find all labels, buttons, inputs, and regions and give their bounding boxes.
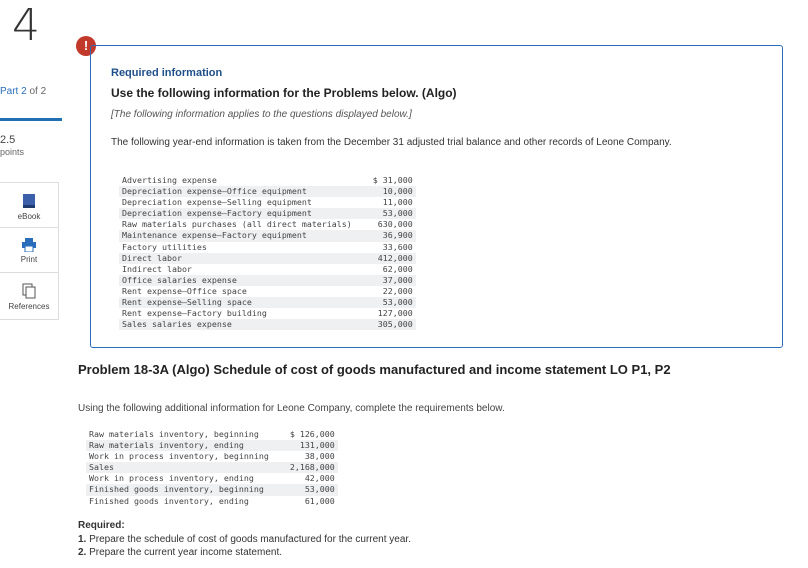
info-note: [The following information applies to the questions displayed below.]: [111, 109, 412, 120]
row-label: Work in process inventory, beginning: [89, 451, 269, 462]
row-value: 10,000: [355, 186, 416, 197]
row-value: $ 31,000: [372, 175, 413, 185]
required-info-heading: Required information: [111, 67, 223, 79]
row-value: 61,000: [304, 495, 335, 506]
requirement-1: 1. Prepare the schedule of cost of goods manufactured for the current year.: [78, 533, 411, 545]
question-number: 4: [12, 0, 40, 51]
table-row: [119, 319, 416, 330]
row-value: 53,000: [272, 484, 338, 495]
row-value: 2,168,000: [272, 462, 338, 473]
part-indicator: Part 2 of 2: [0, 86, 47, 97]
row-label: Work in process inventory, ending: [89, 473, 254, 484]
table-row: [86, 440, 338, 451]
table-row: [119, 286, 416, 297]
required-heading: Required:: [78, 520, 125, 531]
required-information-box: [90, 45, 783, 348]
row-label: Indirect labor: [122, 263, 192, 274]
row-value: 131,000: [272, 440, 338, 451]
table-row: [119, 242, 416, 253]
question-sidebar: [0, 0, 58, 568]
row-label: Advertising expense: [122, 175, 217, 185]
table-row: [119, 186, 416, 197]
table-row: [119, 175, 416, 186]
table-row: [119, 297, 416, 308]
row-value: 630,000: [377, 219, 413, 230]
row-label: Depreciation expense—Selling equipment: [122, 197, 312, 208]
row-label: Factory utilities: [122, 241, 207, 252]
row-label: Rent expense—Factory building: [122, 308, 267, 319]
table-row: [119, 219, 416, 230]
row-label: Finished goods inventory, ending: [89, 495, 249, 506]
part-progress-bar: [0, 118, 62, 121]
row-label: Office salaries expense: [119, 275, 355, 286]
table-row: [86, 429, 338, 440]
row-label: Raw materials inventory, ending: [86, 440, 272, 451]
row-label: Sales: [86, 462, 272, 473]
table-row: [119, 197, 416, 208]
row-value: 11,000: [382, 197, 413, 208]
row-value: 38,000: [304, 451, 335, 462]
row-value: 53,000: [355, 208, 416, 219]
ebook-button[interactable]: eBook: [0, 182, 59, 228]
row-value: 42,000: [304, 473, 335, 484]
row-value: 62,000: [382, 263, 413, 274]
points-display: 2.5 points: [0, 134, 25, 157]
row-value: 412,000: [355, 253, 416, 264]
table-row: [86, 451, 338, 462]
row-label: Raw materials purchases (all direct materials): [122, 219, 352, 230]
row-label: Raw materials inventory, beginning: [89, 429, 259, 439]
row-value: $ 126,000: [289, 429, 335, 439]
row-label: Rent expense—Selling space: [119, 297, 355, 308]
table-row: [86, 496, 338, 507]
ebook-icon: [22, 193, 36, 209]
row-label: Sales salaries expense: [119, 319, 355, 330]
table-row: [86, 462, 338, 473]
info-title: Use the following information for the Problems below. (Algo): [111, 86, 457, 100]
requirement-2: 2. Prepare the current year income statement.: [78, 547, 282, 558]
print-button[interactable]: Print: [0, 227, 59, 273]
info-paragraph: The following year-end information is taken from the December 31 adjusted trial balance and other records of Leone Company.: [111, 137, 672, 148]
alert-icon: !: [76, 36, 96, 56]
row-label: Maintenance expense—Factory equipment: [119, 230, 355, 241]
row-value: 305,000: [355, 319, 416, 330]
row-label: Rent expense—Office space: [122, 285, 247, 296]
print-icon: [21, 238, 37, 252]
row-value: 37,000: [355, 275, 416, 286]
additional-info-table: [86, 429, 338, 507]
table-row: [119, 253, 416, 264]
row-value: 36,900: [355, 230, 416, 241]
references-button[interactable]: References: [0, 272, 59, 320]
table-row: [119, 264, 416, 275]
table-row: [86, 484, 338, 495]
row-label: Depreciation expense—Office equipment: [119, 186, 355, 197]
problem-intro: Using the following additional information for Leone Company, complete the requirements below.: [78, 403, 505, 414]
row-value: 53,000: [355, 297, 416, 308]
row-value: 22,000: [382, 285, 413, 296]
table-row: [119, 208, 416, 219]
problem-title: Problem 18-3A (Algo) Schedule of cost of goods manufactured and income statement LO P1, P2: [78, 362, 671, 377]
row-value: 127,000: [377, 308, 413, 319]
row-label: Finished goods inventory, beginning: [86, 484, 272, 495]
table-row: [119, 230, 416, 241]
row-value: 33,600: [382, 241, 413, 252]
table-row: [86, 473, 338, 484]
row-label: Depreciation expense—Factory equipment: [119, 208, 355, 219]
table-row: [119, 308, 416, 319]
trial-balance-table: [119, 175, 416, 330]
references-icon: [22, 283, 36, 299]
requirements: [78, 519, 411, 560]
table-row: [119, 275, 416, 286]
row-label: Direct labor: [119, 253, 355, 264]
